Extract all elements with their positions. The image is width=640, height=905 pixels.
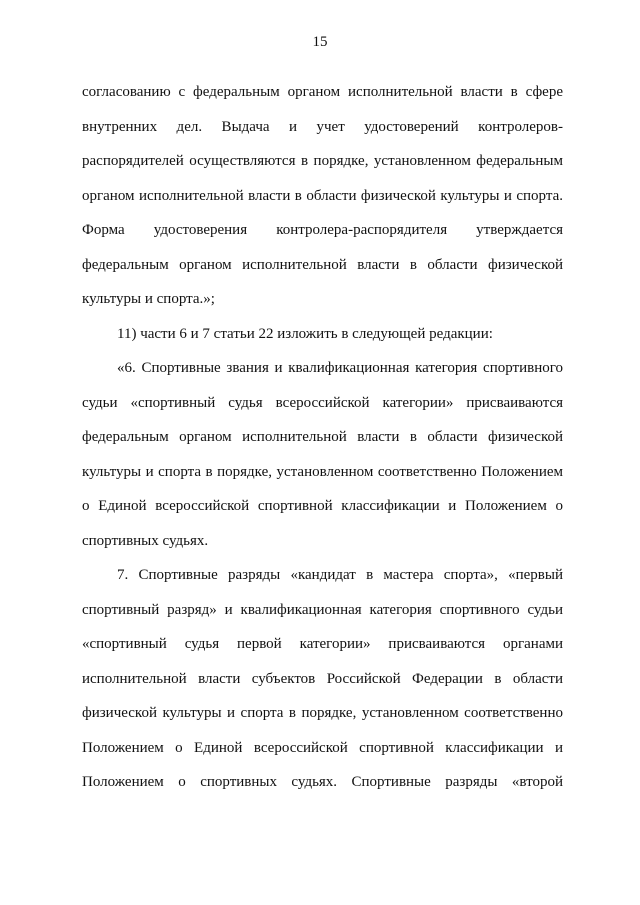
paragraph-continuation: согласованию с федеральным органом исполнительной власти в сфере внутренних дел. Выдача и учет удостоверений контролеров-распорядителей осуществляются в порядке, установленном федеральным органом исполнительной власти в области физической культуры и спорта. Форма удостоверения контролера-распорядителя утверждается федеральным органом исполнительной власти в области физической культуры и спорта.»; bbox=[82, 84, 563, 307]
paragraph-part-6: «6. Спортивные звания и квалификационная категория спортивного судьи «спортивный судья всероссийской категории» присваиваются федеральным органом исполнительной власти в области физической культуры и спорта в порядке, установленном соответственно Положением о Единой всероссийской спортивной классификации и Положением о спортивных судьях. bbox=[82, 360, 563, 549]
page-number: 15 bbox=[312, 34, 328, 50]
document-body bbox=[82, 75, 563, 800]
paragraph-item-11: 11) части 6 и 7 статьи 22 изложить в следующей редакции: bbox=[117, 325, 493, 342]
paragraph-part-7: 7. Спортивные разряды «кандидат в мастера спорта», «первый спортивный разряд» и квалификационная категория спортивного судьи «спортивный судья первой категории» присваиваются органами исполнительной власти субъектов Российской Федерации в области физической культуры и спорта в порядке, установленном соответственно Положением о Единой всероссийской спортивной классификации и Положением о спортивных судьях. Спортивные разряды «второй bbox=[82, 567, 563, 790]
